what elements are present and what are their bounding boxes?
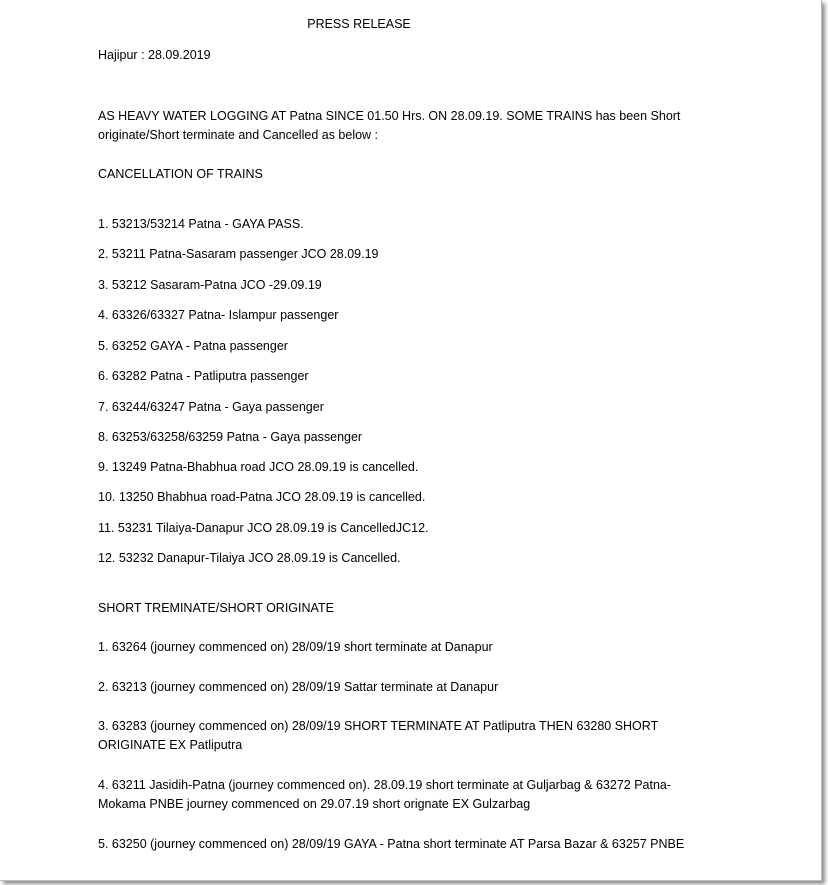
short-item-4-line-1: 4. 63211 Jasidih-Patna (journey commenced on). 28.09.19 short terminate at Guljarbag & 63272 Patna- xyxy=(98,778,672,792)
short-item-1: 1. 63264 (journey commenced on) 28/09/19 short terminate at Danapur xyxy=(98,640,493,654)
cancellation-item: 9. 13249 Patna-Bhabhua road JCO 28.09.19 is cancelled. xyxy=(98,460,419,474)
cancellation-item: 4. 63326/63327 Patna- Islampur passenger xyxy=(98,308,339,322)
cancellation-item: 5. 63252 GAYA - Patna passenger xyxy=(98,339,288,353)
cancellation-item: 10. 13250 Bhabhua road-Patna JCO 28.09.19 is cancelled. xyxy=(98,490,426,504)
place-date: Hajipur : 28.09.2019 xyxy=(98,48,211,62)
short-item-3-line-1: 3. 63283 (journey commenced on) 28/09/19 SHORT TERMINATE AT Patliputra THEN 63280 SHORT xyxy=(98,719,659,733)
page-title: PRESS RELEASE xyxy=(307,17,411,31)
cancellation-item: 3. 53212 Sasaram-Patna JCO -29.09.19 xyxy=(98,278,322,292)
cancellation-item: 1. 53213/53214 Patna - GAYA PASS. xyxy=(98,217,304,231)
cancellation-item: 12. 53232 Danapur-Tilaiya JCO 28.09.19 is Cancelled. xyxy=(98,551,401,565)
cancellation-item: 8. 63253/63258/63259 Patna - Gaya passenger xyxy=(98,430,363,444)
intro-line-1: AS HEAVY WATER LOGGING AT Patna SINCE 01.50 Hrs. ON 28.09.19. SOME TRAINS has been Short xyxy=(98,109,681,123)
short-heading: SHORT TREMINATE/SHORT ORIGINATE xyxy=(98,601,334,615)
cancellation-item: 6. 63282 Patna - Patliputra passenger xyxy=(98,369,309,383)
cancellation-item: 11. 53231 Tilaiya-Danapur JCO 28.09.19 is CancelledJC12. xyxy=(98,521,429,535)
short-item-5: 5. 63250 (journey commenced on) 28/09/19 GAYA - Patna short terminate AT Parsa Bazar & 63257 PNBE xyxy=(98,837,685,851)
short-item-2: 2. 63213 (journey commenced on) 28/09/19 Sattar terminate at Danapur xyxy=(98,680,499,694)
cancellation-item: 2. 53211 Patna-Sasaram passenger JCO 28.09.19 xyxy=(98,247,379,261)
short-item-3-line-2: ORIGINATE EX Patliputra xyxy=(98,738,243,752)
short-item-4-line-2: Mokama PNBE journey commenced on 29.07.19 short orignate EX Gulzarbag xyxy=(98,797,531,811)
cancellation-heading: CANCELLATION OF TRAINS xyxy=(98,167,263,181)
cancellation-item: 7. 63244/63247 Patna - Gaya passenger xyxy=(98,400,324,414)
intro-line-2: originate/Short terminate and Cancelled as below : xyxy=(98,128,379,142)
